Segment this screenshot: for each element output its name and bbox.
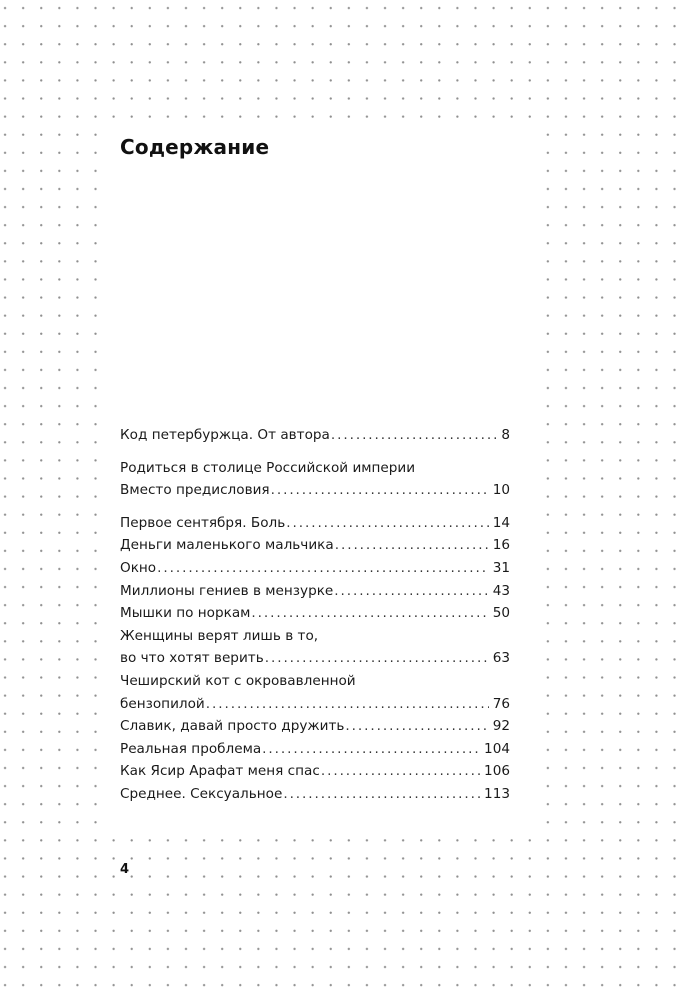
dot-leader: [251, 602, 488, 625]
toc-entry-title-line: Родиться в столице Российской империи: [120, 459, 416, 476]
toc-entry-page: 76: [492, 695, 510, 712]
toc-entry-page: 50: [492, 605, 510, 622]
toc-entry-title: Славик, давай просто дружить: [120, 718, 345, 735]
toc-entry-title: Код петербуржца. От автора: [120, 427, 330, 443]
page-number: 4: [120, 862, 130, 877]
toc-entry[interactable]: [120, 534, 510, 557]
dot-leader: [157, 557, 489, 580]
toc-entry[interactable]: [120, 580, 510, 603]
toc-entry-page: 16: [492, 537, 510, 554]
toc-entry-page: 31: [492, 559, 510, 576]
toc-entry[interactable]: [120, 457, 510, 502]
toc-entry[interactable]: [120, 625, 510, 670]
toc-entry-title: Окно: [120, 559, 157, 576]
toc-entry[interactable]: [120, 738, 510, 761]
toc-entry-title: Как Ясир Арафат меня спас: [120, 763, 320, 780]
dot-leader: [286, 512, 488, 535]
toc-entry-title: во что хотят верить: [120, 650, 264, 667]
contents-title: Содержание: [120, 135, 270, 159]
dot-leader: [206, 693, 489, 716]
dot-leader: [262, 738, 480, 761]
dot-leader: [331, 424, 497, 447]
toc-entry-title-line: Чеширский кот с окровавленной: [120, 672, 356, 689]
toc-entry-page: 63: [492, 650, 510, 667]
toc-entry-page: 10: [492, 482, 510, 499]
toc-entry-page: 92: [492, 718, 510, 735]
toc-entry[interactable]: [120, 670, 510, 715]
toc-entry-page: 14: [492, 514, 510, 531]
toc-entry-title: Мышки по норкам: [120, 605, 251, 622]
toc-entry[interactable]: [120, 760, 510, 783]
toc-entry-title: Реальная проблема: [120, 740, 262, 757]
toc-entry-title-line: Женщины верят лишь в то,: [120, 627, 319, 644]
toc-entry-title: Первое сентября. Боль: [120, 514, 286, 531]
toc-entry-title: Вместо предисловия: [120, 482, 270, 499]
toc-entry[interactable]: [120, 783, 510, 806]
toc-entry-page: 8: [501, 427, 510, 443]
toc-entry[interactable]: [120, 557, 510, 580]
toc-entry[interactable]: [120, 424, 510, 447]
toc-entry-title: Среднее. Сексуальное: [120, 785, 283, 802]
dot-leader: [334, 580, 488, 603]
toc-entry-page: 106: [484, 763, 510, 780]
dot-leader: [265, 647, 489, 670]
toc-entry[interactable]: [120, 512, 510, 535]
dot-leader: [345, 715, 488, 738]
dot-leader: [321, 760, 480, 783]
table-of-contents: [120, 424, 510, 806]
toc-entry[interactable]: [120, 602, 510, 625]
toc-entry-title: Деньги маленького мальчика: [120, 537, 334, 554]
dot-leader: [271, 479, 489, 502]
toc-entry-title: бензопилой: [120, 695, 205, 712]
toc-entry[interactable]: [120, 715, 510, 738]
toc-entry-page: 113: [484, 785, 510, 802]
dot-leader: [283, 783, 480, 806]
toc-entry-page: 104: [484, 740, 510, 757]
toc-entry-title: Миллионы гениев в мензурке: [120, 582, 334, 599]
toc-entry-page: 43: [492, 582, 510, 599]
dot-leader: [335, 534, 489, 557]
